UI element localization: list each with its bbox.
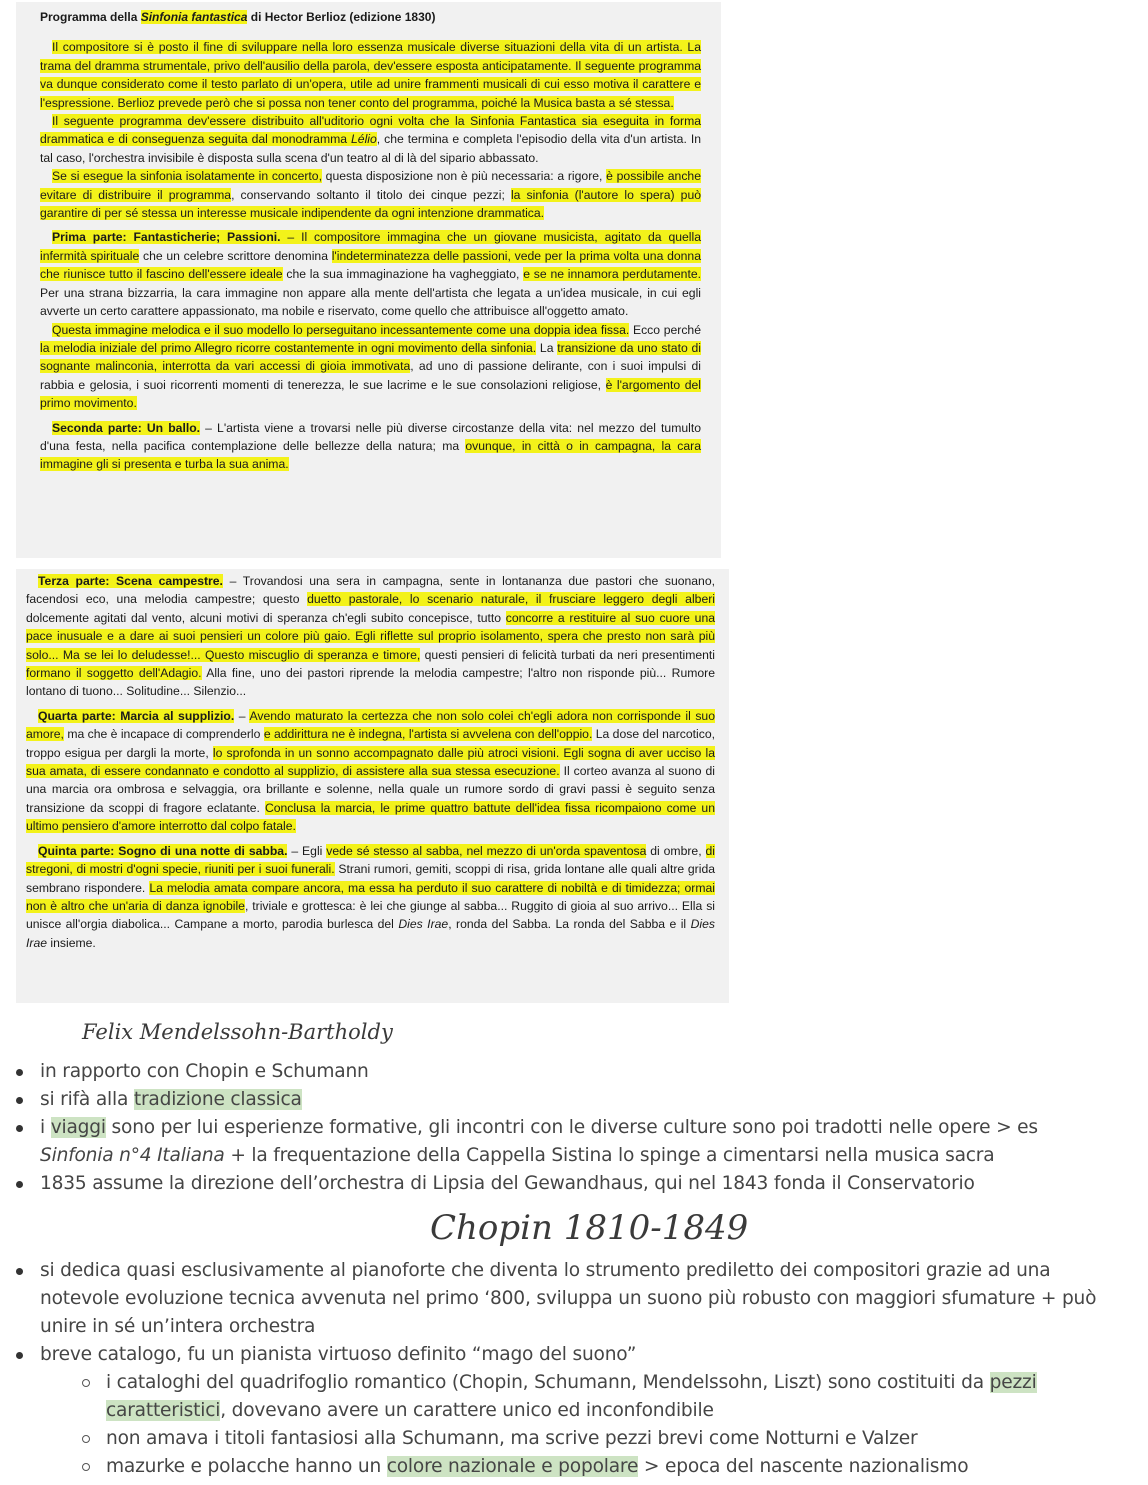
- paragraph-part-1: Prima parte: Fantasticherie; Passioni. – Il compositore immagina che un giovane musicista, agitato da quella infermità spirituale che un celebre scrittore denomina l'indeterminatezza delle passioni, vede per la prima volta una donna che riunisce tutto il fascino dell'essere ideale che la sua immaginazione ha vagheggiato, e se ne innamora perdutamente. Per una strana bizzarria, la cara immagine non appare alla mente dell'artista che legata a un'idea musicale, in cui egli avverte un certo carattere appassionato, ma nobile e riservato, come quello che attribuisce all'oggetto amato.: [40, 230, 701, 319]
- paragraph-concert: Se si esegue la sinfonia isolatamente in concerto, questa disposizione non è più necessaria: a rigore, è possibile anche evitare di distribuire il programma, conservando soltanto il titolo dei cinque pezzi; la sinfonia (l'autore lo spera) può garantire di per sé stessa un interesse musicale indipendente da ogni intenzione drammatica.: [40, 169, 701, 221]
- paragraph-idee-fixe: Questa immagine melodica e il suo modello lo perseguitano incessantemente come una doppia idea fissa. Ecco perché la melodia iniziale del primo Allegro ricorre costantemente in ogni movimento della sinfonia. La transizione da uno stato di sognante malinconia, interrotta da vari accessi di gioia immotivata, ad uno di passione delirante, con i suoi impulsi di rabbia e gelosia, i suoi ricorrenti momenti di tenerezza, le sue lacrime e le sue consolazioni religiose, è l'argomento del primo movimento.: [40, 322, 702, 411]
- program-title: Programma della Sinfonia fantastica di Hector Berlioz (edizione 1830): [40, 10, 436, 24]
- list-item: si rifà alla tradizione classica: [0, 1086, 1110, 1114]
- mendelssohn-list: [0, 1058, 1110, 1198]
- list-item: i viaggi sono per lui esperienze formative, gli incontri con le diverse culture sono poi tradotti nelle opere > es Sinfonia n°4 Italiana + la frequentazione della Cappella Sistina lo spinge a cimentarsi nella musica sacra: [0, 1114, 1110, 1170]
- paragraph-part-3: Terza parte: Scena campestre. – Trovandosi una sera in campagna, sente in lontananza due pastori che suonano, facendosi eco, una melodia campestre; questo duetto pastorale, lo scenario naturale, il frusciare leggero degli alberi dolcemente agitati dal vento, alcuni motivi di speranza ch'egli subito concepisce, tutto concorre a restituire al suo cuore una pace inusuale e a dare ai suoi pensieri un colore più gaio. Egli riflette sul proprio isolamento, spera che presto non sarà più solo... Ma se lei lo deludesse!... Questo miscuglio di speranza e timore, questi pensieri di felicità turbati da neri presentimenti formano il soggetto dell'Adagio. Alla fine, uno dei pastori riprende la melodia campestre; l'altro non risponde più... Rumore lontano di tuono... Solitudine... Silenzio...: [26, 574, 716, 699]
- paragraph-part-4: Quarta parte: Marcia al supplizio. – Avendo maturato la certezza che non solo colei ch'egli adora non corrisponde il suo amore, ma che è incapace di comprenderlo e addirittura ne è indegna, l'artista si avvelena con dell'oppio. La dose del narcotico, troppo esigua per dargli la morte, lo sprofonda in un sonno accompagnato dalle più atroci visioni. Egli sogna di aver ucciso la sua amata, di essere condannato e condotto al supplizio, di assistere alla sua stessa esecuzione. Il corteo avanza al suono di una marcia ora ombrosa e selvaggia, ora brillante e solenne, nella quale un rumore sordo di gravi passi è seguito senza transizione da scoppi di fragore eclatante. Conclusa la marcia, le prime quattro battute dell'idea fissa ricompaiono come un ultimo pensiero d'amore interrotto dal colpo fatale.: [26, 708, 715, 834]
- sub-list: [40, 1369, 1110, 1481]
- list-item: in rapporto con Chopin e Schumann: [0, 1058, 1110, 1086]
- scanned-page-2: [16, 569, 729, 1003]
- paragraph-distribution: Il seguente programma dev'essere distribuito all'uditorio ogni volta che la Sinfonia Fantastica sia eseguita in forma drammatica e di conseguenza seguita dal monodramma Lélio, che termina e completa l'episodio della vita d'un artista. In tal caso, l'orchestra invisibile è disposta sulla scena d'un teatro al di là del sipario abbassato.: [40, 114, 701, 165]
- scanned-page-1: [16, 2, 721, 558]
- list-item: 1835 assume la direzione dell’orchestra di Lipsia del Gewandhaus, qui nel 1843 fonda il Conservatorio: [0, 1170, 1110, 1198]
- chopin-heading: Chopin 1810-1849: [430, 1208, 749, 1248]
- chopin-list: [0, 1257, 1110, 1481]
- sub-list-item: mazurke e polacche hanno un colore nazionale e popolare > epoca del nascente nazionalismo: [40, 1453, 1110, 1481]
- list-item: breve catalogo, fu un pianista virtuoso definito “mago del suono” i cataloghi del quadrifoglio romantico (Chopin, Schumann, Mendelssohn, Liszt) sono costituiti da pezzi caratteristici, dovevano avere un carattere unico ed inconfondibile non amava i titoli fantasiosi alla Schumann, ma scrive pezzi brevi come Notturni e Valzer mazurke e polacche hanno un colore nazionale e popolare > epoca del nascente nazionalismo: [0, 1341, 1110, 1481]
- sub-list-item: non amava i titoli fantasiosi alla Schumann, ma scrive pezzi brevi come Notturni e Valzer: [40, 1425, 1110, 1453]
- sub-list-item: i cataloghi del quadrifoglio romantico (Chopin, Schumann, Mendelssohn, Liszt) sono costituiti da pezzi caratteristici, dovevano avere un carattere unico ed inconfondibile: [40, 1369, 1110, 1425]
- paragraph-part-5: Quinta parte: Sogno di una notte di sabba. – Egli vede sé stesso al sabba, nel mezzo di un'orda spaventosa di ombre, di stregoni, di mostri d'ogni specie, riuniti per i suoi funerali. Strani rumori, gemiti, scoppi di risa, grida lontane alle quali altre grida sembrano rispondere. La melodia amata compare ancora, ma essa ha perduto il suo carattere di nobiltà e di timidezza; ormai non è altro che un'aria di danza ignobile, triviale e grottesca: è lei che giunge al sabba... Ruggito di gioia al suo arrivo... Ella si unisce all'orgia diabolica... Campane a morto, parodia burlesca del Dies Irae, ronda del Sabba. La ronda del Sabba e il Dies Irae insieme.: [26, 843, 716, 950]
- list-item: si dedica quasi esclusivamente al pianoforte che diventa lo strumento prediletto dei compositori grazie ad una notevole evoluzione tecnica avvenuta nel primo ‘800, sviluppa un suono più robusto con maggiori sfumature + può unire in sé un’intera orchestra: [0, 1257, 1110, 1341]
- mendelssohn-heading: Felix Mendelssohn-Bartholdy: [82, 1020, 393, 1044]
- paragraph-intro: Il compositore si è posto il fine di sviluppare nella loro essenza musicale diverse situazioni della vita di un artista. La trama del dramma strumentale, privo dell'ausilio della parola, dev'essere esposta anticipatamente. Il seguente programma va dunque considerato come il testo parlato di un'opera, utile ad unire frammenti musicali di cui esso motiva il carattere e l'espressione. Berlioz prevede però che si possa non tener conto del programma, poiché la Musica basta a sé stessa.: [40, 40, 701, 110]
- paragraph-part-2: Seconda parte: Un ballo. – L'artista viene a trovarsi nelle più diverse circostanze della vita: nel mezzo del tumulto d'una festa, nella pacifica contemplazione delle bellezze della natura; ma ovunque, in città o in campagna, la cara immagine gli si presenta e turba la sua anima.: [40, 420, 701, 472]
